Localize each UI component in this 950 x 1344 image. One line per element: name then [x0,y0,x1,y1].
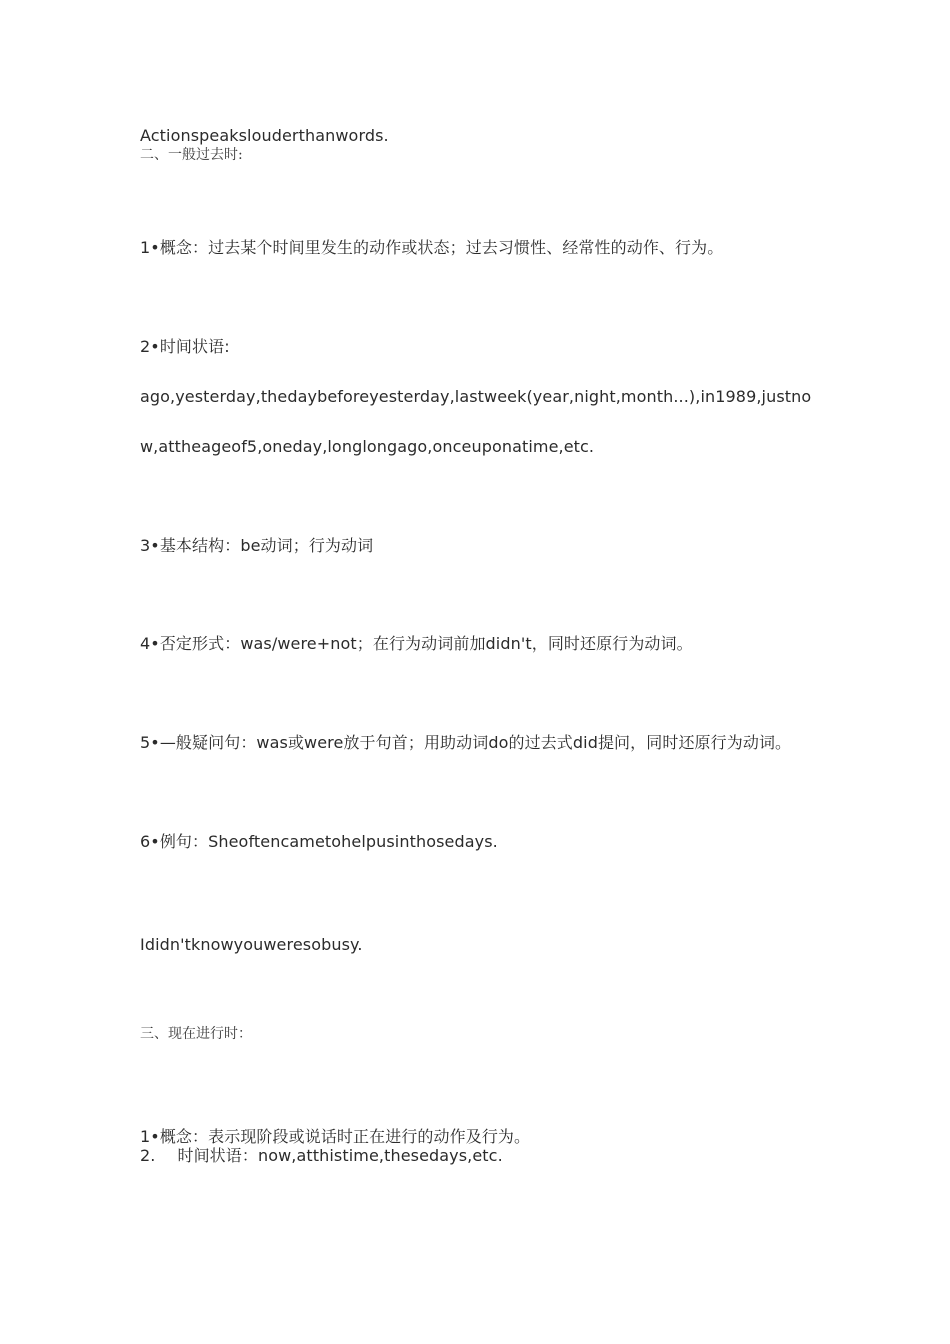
item-example-sentence-1: 6•例句：Sheoftencametohelpusinthosedays. [140,832,498,851]
item-concept-past: 1•概念：过去某个时间里发生的动作或状态；过去习惯性、经常性的动作、行为。 [140,238,724,257]
item-general-question-past: 5•—般疑问句：was或were放于句首；用助动词do的过去式did提问，同时还原行为动词。 [140,733,792,752]
example-sentence-2: Ididn'tknowyouweresobusy. [140,935,363,954]
proverb-line: Actionspeakslouderthanwords. [140,126,389,145]
item-time-adverbials-present-continuous [140,1148,503,1164]
list-text: 时间状语：now,atthistime,thesedays,etc. [177,1146,503,1165]
section-heading-present-continuous: 三、现在进行时： [140,1026,252,1042]
time-adverbials-list-line-1: ago,yesterday,thedaybeforeyesterday,lastweek(year,night,month...),in1989,justno [140,387,812,406]
item-concept-present-continuous: 1•概念：表示现阶段或说话时正在进行的动作及行为。 [140,1127,531,1146]
item-negative-form-past: 4•否定形式：was/were+not；在行为动词前加didn't，同时还原行为动词。 [140,634,693,653]
item-time-adverbials-past: 2•时间状语: [140,337,230,356]
item-basic-structure-past: 3•基本结构：be动词；行为动词 [140,536,374,555]
list-number: 2. [140,1146,156,1165]
section-heading-past-simple: 二、一般过去时: [140,147,243,163]
time-adverbials-list-line-2: w,attheageof5,oneday,longlongago,onceuponatime,etc. [140,437,595,456]
